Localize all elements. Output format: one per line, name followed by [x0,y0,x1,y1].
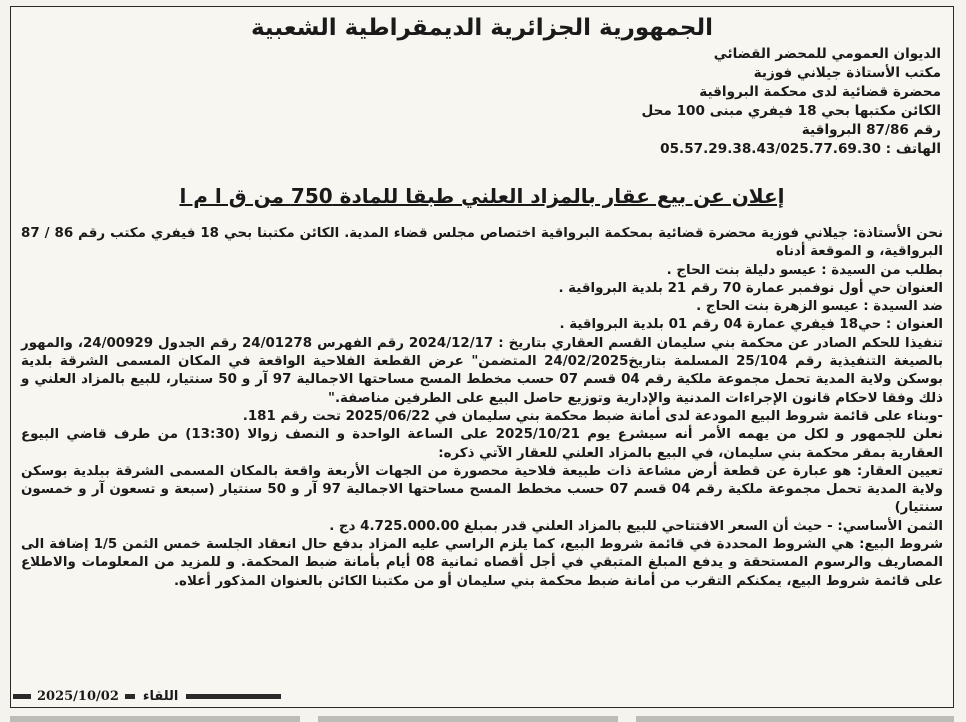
paragraph-base-price: الثمن الأساسي: - حيث أن السعر الافتتاحي للبيع بالمزاد العلني قدر بمبلغ 4.725.000.00 دج . [329,518,943,534]
paragraph-property: تعيين العقار: هو عبارة عن قطعة أرض مشاعة ذات طبيعة فلاحية محصورة من الجهات الأربعة واقعة بالمكان المسمى الشرقة ببلدية بوسكن ولاية المدية تحمل مجموعة ملكية رقم 04 قسم 07 حسب مخطط المسح مساحتها الاجمالية 97 آر و 50 سنتيار (سبعة و تسعون آر و خمسون سنتيار) [21,463,944,516]
paragraph-defendant: ضد السيدة : عيسو الزهرة بنت الحاج . [696,299,943,315]
next-notice-border [318,716,618,722]
bailiff-office-info [21,45,943,159]
paragraph-requester: بطلب من السيدة : عيسو دليلة بنت الحاج . [666,262,943,278]
office-line: الديوان العمومي للمحضر القضائي [713,46,941,62]
next-notice-border [636,716,954,722]
notice-body [21,225,943,591]
footer-rule [13,694,31,699]
publication-footer [11,687,281,705]
paragraph-judgment: تنفيذا للحكم الصادر عن محكمة بني سليمان القسم العقاري بتاريخ : 2024/12/17 رقم الفهرس 24/01278 رقم الجدول 24/00929، والمهور بالصيغة التنفيذية رقم 25/104 المسلمة بتاريخ24/02/2025 المتضمن" عرض القطعة الفلاحية الواقعة في المكان المسمى الشرقة بلدية بوسكن ولاية المدية تحمل مجموعة ملكية رقم 04 قسم 07 حسب مخطط المسح مساحتها الاجمالية 97 آر و 50 سنتيار، للبيع بالمزاد العلني و ذلك وفقا لاحكام قانون الإجراءات المدنية والإدارية وتوزيع حاصل البيع على الطرفين مناصفة." [21,335,944,406]
notice-headline: إعلان عن بيع عقار بالمزاد العلني طبقا للمادة 750 من ق ا م ا [179,184,785,208]
office-line: الكائن مكتبها بحي 18 فيفري مبنى 100 محل [641,103,941,119]
notice-content [21,11,943,707]
paragraph-defendant-address: العنوان : حي18 فيفري عمارة 04 رقم 01 بلدية البرواقية . [559,317,943,333]
office-line: مكتب الأستاذة جيلاني فوزية [753,65,941,81]
office-line: رقم 87/86 البرواقية [801,122,941,138]
footer-rule [186,694,281,699]
office-line: محضرة قضائية لدى محكمة البرواقية [699,84,941,100]
legal-notice [10,6,954,708]
footer-rule [125,694,135,699]
paragraph-sale-terms: شروط البيع: هي الشروط المحددة في قائمة شروط البيع، كما يلزم الراسي عليه المزاد بدفع حال انعقاد الجلسة خمس الثمن 1/5 إضافة الى المصاريف والرسوم المستحقة و يدفع المبلغ المتبقي في أجل أقصاه ثمانية 08 أيام بأمانة ضبط المحكمة. و للمزيد من المعلومات والاطلاع على قائمة شروط البيع، يمكنكم التقرب من أمانة ضبط محكمة بني سليمان أو من مكتبنا الكائن بالعنوان المذكور أعلاه. [21,537,944,589]
office-phone: الهاتف : 05.57.29.38.43/025.77.69.30 [660,141,941,157]
paragraph-auction-date: نعلن للجمهور و لكل من يهمه الأمر أنه سيشرع يوم 2025/10/21 على الساعة الواحدة و النصف زوالا (13:30) من طرف قاضي البيوع العقارية بمقر محكمة بني سليمان، في البيع بالمزاد العلني للعقار الآتي ذكره: [21,427,943,461]
paragraph-requester-address: العنوان حي أول نوفمبر عمارة 70 رقم 21 بلدية البرواقية . [558,280,943,296]
publication-date: 2025/10/02 [37,688,119,704]
newspaper-name: اللقاء [142,688,179,704]
country-title: الجمهورية الجزائرية الديمقراطية الشعبية [250,15,714,41]
paragraph-intro: نحن الأستاذة: جيلاني فوزية محضرة قضائية بمحكمة البرواقية اختصاص مجلس قضاء المدية. الكائن مكتبنا بحي 18 فيفري مكتب رقم 86 / 87 البرواقية، و الموقعة أدناه [21,226,943,260]
paragraph-conditions-list: -وبناء على قائمة شروط البيع المودعة لدى أمانة ضبط محكمة بني سليمان في 2025/06/22 تحت رقم 181. [242,408,943,424]
next-notice-border [10,716,300,722]
